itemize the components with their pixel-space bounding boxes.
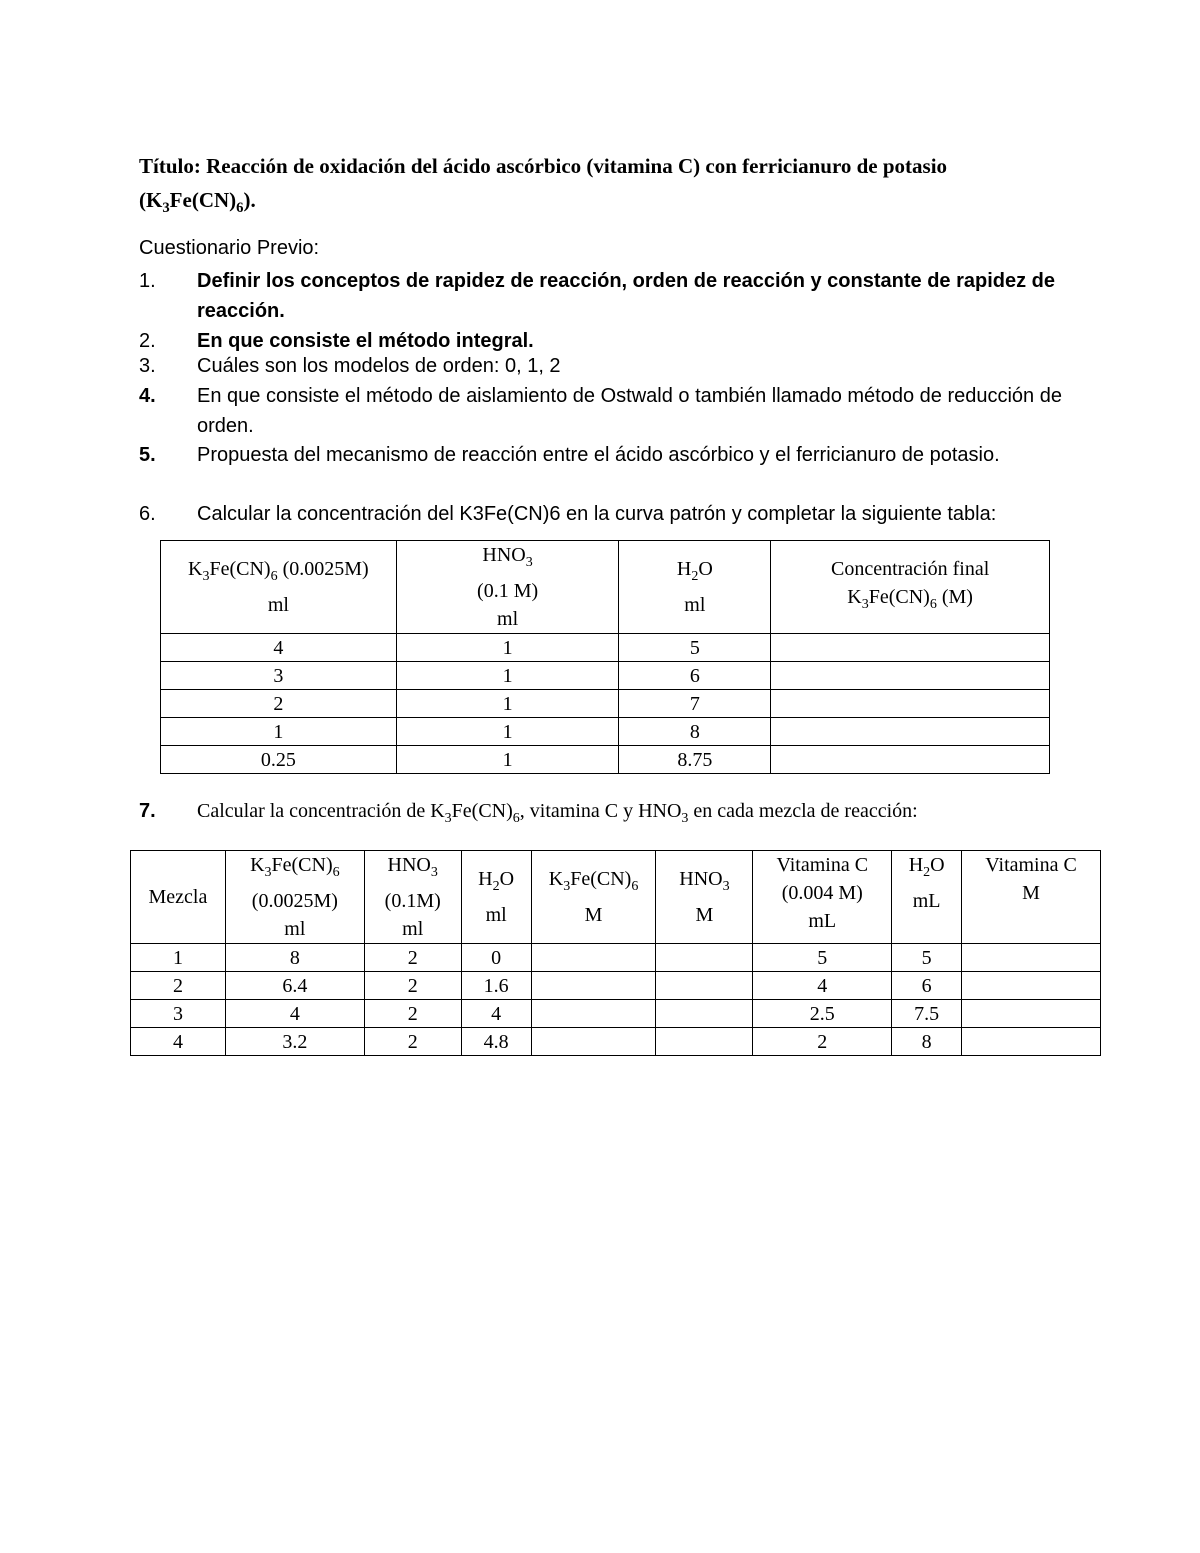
- document-title: [139, 149, 1079, 225]
- table-cell: 0: [461, 944, 531, 972]
- table-cell: 1: [396, 746, 619, 774]
- table-cell-empty[interactable]: [962, 1000, 1101, 1028]
- table-cell: 1: [131, 944, 226, 972]
- table-cell: 2: [364, 944, 461, 972]
- table-cell-empty[interactable]: [962, 944, 1101, 972]
- table-cell-empty[interactable]: [771, 634, 1050, 662]
- header-vitamin-c-molar: Vitamina C M: [962, 851, 1101, 944]
- header-k3fecn6-volume: $K_3Fe(CN)_6$ (0.0025M) ml: [161, 541, 397, 634]
- table-row: [161, 718, 1050, 746]
- question-7: [139, 796, 918, 834]
- table-cell-empty[interactable]: [531, 1028, 656, 1056]
- table-row: [161, 662, 1050, 690]
- table-cell: 8: [892, 1028, 962, 1056]
- title-text: (K: [139, 188, 163, 212]
- question-number: 6.: [139, 503, 156, 525]
- table-cell: 3: [161, 662, 397, 690]
- standard-curve-table: [160, 540, 1050, 774]
- table-cell: 2: [364, 1028, 461, 1056]
- table-header-row: [131, 851, 1101, 944]
- header-hno3-ml: $HNO_3$ (0.1M) ml: [364, 851, 461, 944]
- title-text: ).: [243, 188, 256, 212]
- table-cell: 4: [225, 1000, 364, 1028]
- table-cell-empty[interactable]: [771, 718, 1050, 746]
- question-number: 1.: [139, 270, 156, 292]
- header-vitamin-c-ml: Vitamina C (0.004 M) mL: [753, 851, 892, 944]
- question-text: Calcular la concentración del K3Fe(CN)6 en la curva patrón y completar la siguiente tabla:: [197, 503, 997, 525]
- table-cell: 3: [131, 1000, 226, 1028]
- table-row: [131, 972, 1101, 1000]
- question-number: 3.: [139, 355, 156, 377]
- table-cell: 1: [161, 718, 397, 746]
- question-number: 5.: [139, 444, 156, 466]
- questionnaire-heading: Cuestionario Previo:: [139, 237, 320, 259]
- table-cell: 1: [396, 662, 619, 690]
- table-row: [161, 746, 1050, 774]
- header-hno3-volume: $HNO_3$ (0.1 M) ml: [396, 541, 619, 634]
- table-cell-empty[interactable]: [962, 972, 1101, 1000]
- table-cell: 6: [892, 972, 962, 1000]
- header-final-concentration: Concentración final $K_3Fe(CN)_6$ (M): [771, 541, 1050, 634]
- title-line-1: Título: Reacción de oxidación del ácido ascórbico (vitamina C) con ferricianuro de potasio: [139, 154, 948, 178]
- table-cell: 1: [396, 690, 619, 718]
- table-cell: 1: [396, 718, 619, 746]
- table-cell-empty[interactable]: [656, 1028, 753, 1056]
- table-cell: 4: [461, 1000, 531, 1028]
- question-item: [139, 381, 1069, 441]
- reaction-mixture-table: [130, 850, 1101, 1056]
- question-text: Definir los conceptos de rapidez de reacción, orden de reacción y constante de rapidez de reacción.: [197, 270, 1056, 322]
- table-cell: 2: [364, 1000, 461, 1028]
- table-cell: 4: [131, 1028, 226, 1056]
- header-h2o-volume: $H_2O$ ml: [619, 541, 771, 634]
- question-text: Cuáles son los modelos de orden: 0, 1, 2: [197, 355, 561, 377]
- table-cell: 5: [753, 944, 892, 972]
- header-h2o-ml: $H_2O$ ml: [461, 851, 531, 944]
- table-cell: 6: [619, 662, 771, 690]
- question-text: En que consiste el método integral.: [197, 330, 534, 352]
- table-cell: 4: [161, 634, 397, 662]
- title-line-2: [139, 183, 1079, 225]
- table-cell: 2: [753, 1028, 892, 1056]
- table-cell: 8.75: [619, 746, 771, 774]
- table-cell: 2.5: [753, 1000, 892, 1028]
- table-cell-empty[interactable]: [771, 746, 1050, 774]
- table-cell: 8: [225, 944, 364, 972]
- question-item: [139, 440, 1069, 470]
- table-cell-empty[interactable]: [771, 662, 1050, 690]
- table-cell-empty[interactable]: [531, 944, 656, 972]
- question-text: En que consiste el método de aislamiento de Ostwald o también llamado método de reducción de orden.: [197, 385, 1062, 437]
- question-number: 2.: [139, 330, 156, 352]
- table-cell-empty[interactable]: [656, 944, 753, 972]
- question-text: Calcular la concentración de $K_3Fe(CN)_6$, vitamina C y $HNO_3$ en cada mezcla de reacción:: [197, 800, 918, 826]
- table-cell-empty[interactable]: [531, 972, 656, 1000]
- table-row: [131, 944, 1101, 972]
- question-item: [139, 499, 1079, 529]
- title-subscript: 6: [236, 200, 244, 217]
- question-number: 7.: [139, 800, 156, 822]
- table-cell: 6.4: [225, 972, 364, 1000]
- table-cell-empty[interactable]: [962, 1028, 1101, 1056]
- table-cell: 8: [619, 718, 771, 746]
- title-subscript: 3: [162, 200, 170, 217]
- header-hno3-molar: $HNO_3$ M: [656, 851, 753, 944]
- table-cell: 5: [619, 634, 771, 662]
- title-text: Fe(CN): [169, 188, 237, 212]
- table-cell-empty[interactable]: [531, 1000, 656, 1028]
- table-cell: 5: [892, 944, 962, 972]
- question-text: Propuesta del mecanismo de reacción entre el ácido ascórbico y el ferricianuro de potasio.: [197, 444, 1000, 466]
- table-cell: 2: [161, 690, 397, 718]
- header-h2o-mL: $H_2O$ mL: [892, 851, 962, 944]
- table-cell: 4: [753, 972, 892, 1000]
- table-cell-empty[interactable]: [656, 1000, 753, 1028]
- question-number: 4.: [139, 385, 156, 407]
- table-cell: 7: [619, 690, 771, 718]
- header-k3fecn6-ml: $K_3Fe(CN)_6$ (0.0025M) ml: [225, 851, 364, 944]
- table-cell: 2: [364, 972, 461, 1000]
- question-item: [139, 351, 1069, 381]
- table-cell: 7.5: [892, 1000, 962, 1028]
- table-cell: 4.8: [461, 1028, 531, 1056]
- question-item: [139, 266, 1069, 326]
- table-row: [161, 634, 1050, 662]
- table-cell: 3.2: [225, 1028, 364, 1056]
- table-cell-empty[interactable]: [656, 972, 753, 1000]
- table-cell: 1.6: [461, 972, 531, 1000]
- table-cell-empty[interactable]: [771, 690, 1050, 718]
- table-header-row: [161, 541, 1050, 634]
- table-cell: 2: [131, 972, 226, 1000]
- header-k3fecn6-molar: $K_3Fe(CN)_6$ M: [531, 851, 656, 944]
- table-cell: 1: [396, 634, 619, 662]
- table-cell: 0.25: [161, 746, 397, 774]
- table-row: [161, 690, 1050, 718]
- header-mezcla: Mezcla: [131, 851, 226, 944]
- table-row: [131, 1028, 1101, 1056]
- table-row: [131, 1000, 1101, 1028]
